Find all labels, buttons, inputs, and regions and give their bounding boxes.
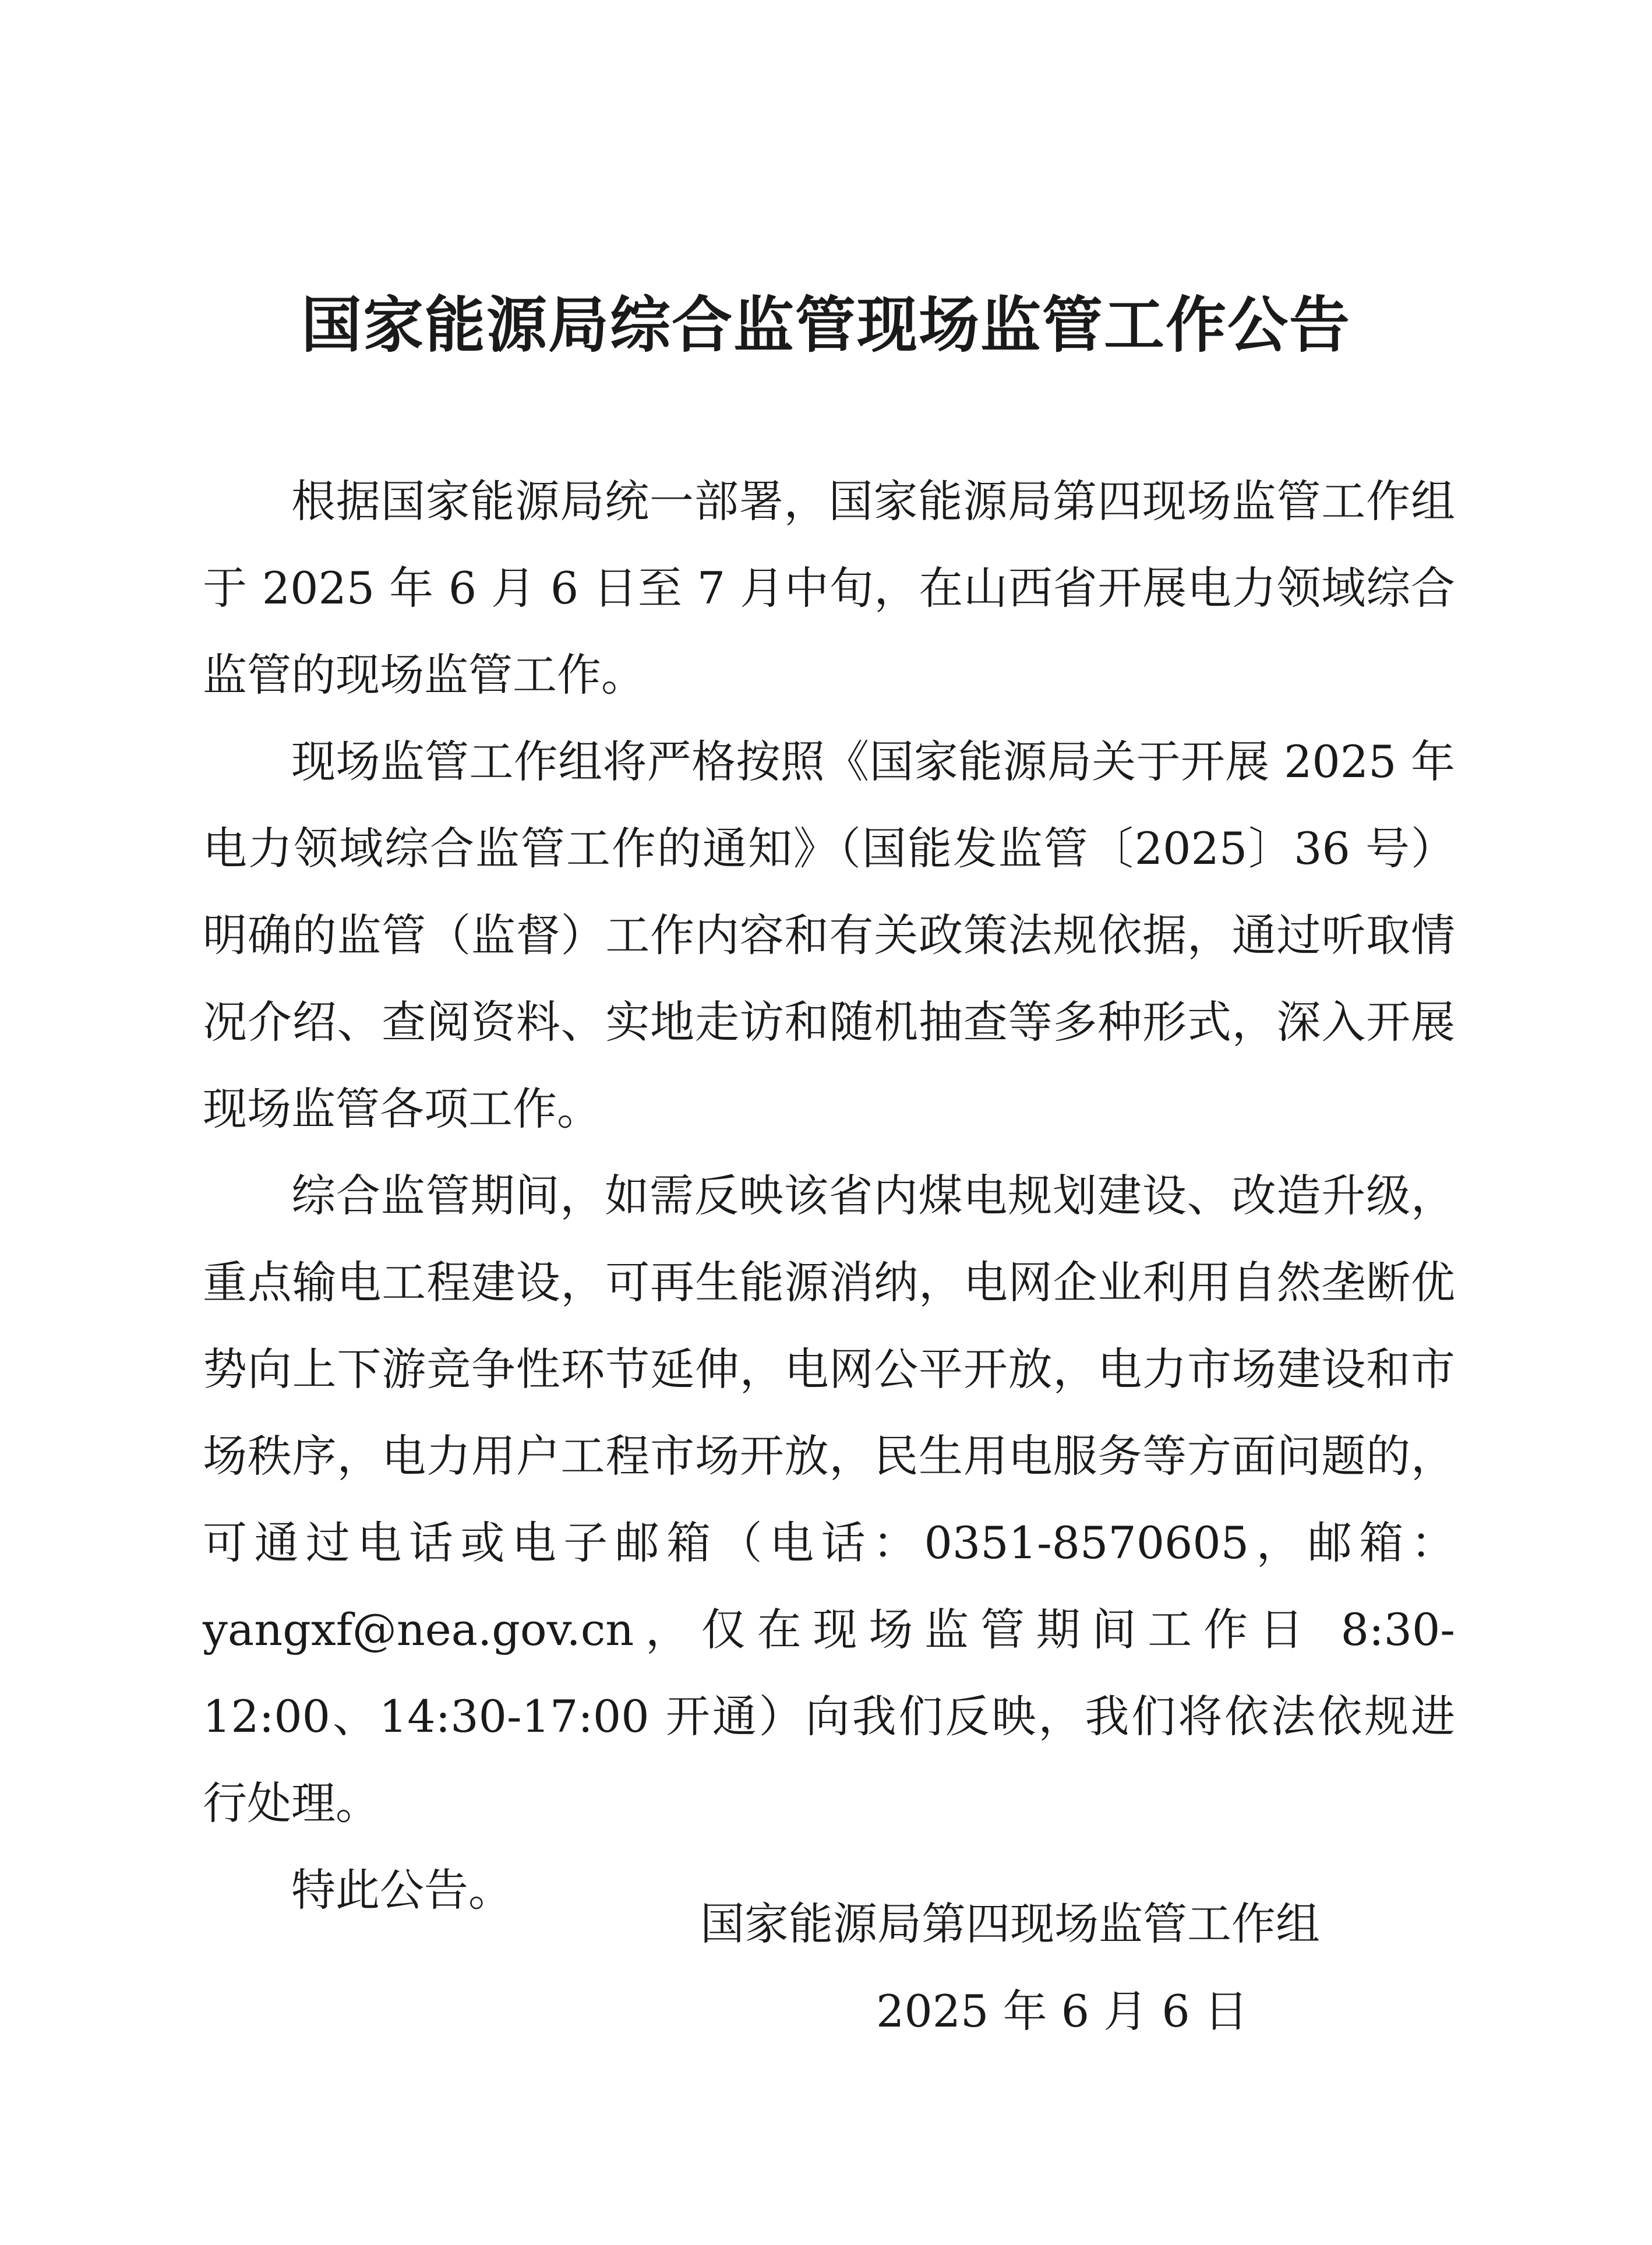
paragraph-schedule: 根据国家能源局统一部署，国家能源局第四现场监管工作组于 2025 年 6 月 6 日至 7 月中旬，在山西省开展电力领域综合监管的现场监管工作。 — [203, 475, 1455, 701]
page-title: 国家能源局综合监管现场监管工作公告 — [301, 290, 1351, 361]
signature-organization: 国家能源局第四现场监管工作组 — [700, 1898, 1320, 1950]
closing-line: 特此公告。 — [291, 1864, 513, 1916]
signature-date: 2025 年 6 月 6 日 — [876, 1985, 1248, 2037]
announcement-body — [203, 458, 1455, 1933]
paragraph-contact: 综合监管期间，如需反映该省内煤电规划建设、改造升级，重点输电工程建设，可再生能源消纳，电网企业利用自然垄断优势向上下游竞争性环节延伸，电网公平开放，电力市场建设和市场秩序，电力用户工程市场开放，民生用电服务等方面问题的，可通过电话或电子邮箱（电话：0351-8570605，邮箱：yangxf@nea.gov.cn，仅在现场监管期间工作日 8:30-12:00、14:30-17:00 开通）向我们反映，我们将依法依规进行处理。 — [203, 1170, 1455, 1829]
paragraph-method: 现场监管工作组将严格按照《国家能源局关于开展 2025 年电力领域综合监管工作的通知》（国能发监管〔2025〕36 号）明确的监管（监督）工作内容和有关政策法规依据，通过听取情况介绍、查阅资料、实地走访和随机抽查等多种形式，深入开展现场监管各项工作。 — [203, 736, 1455, 1135]
